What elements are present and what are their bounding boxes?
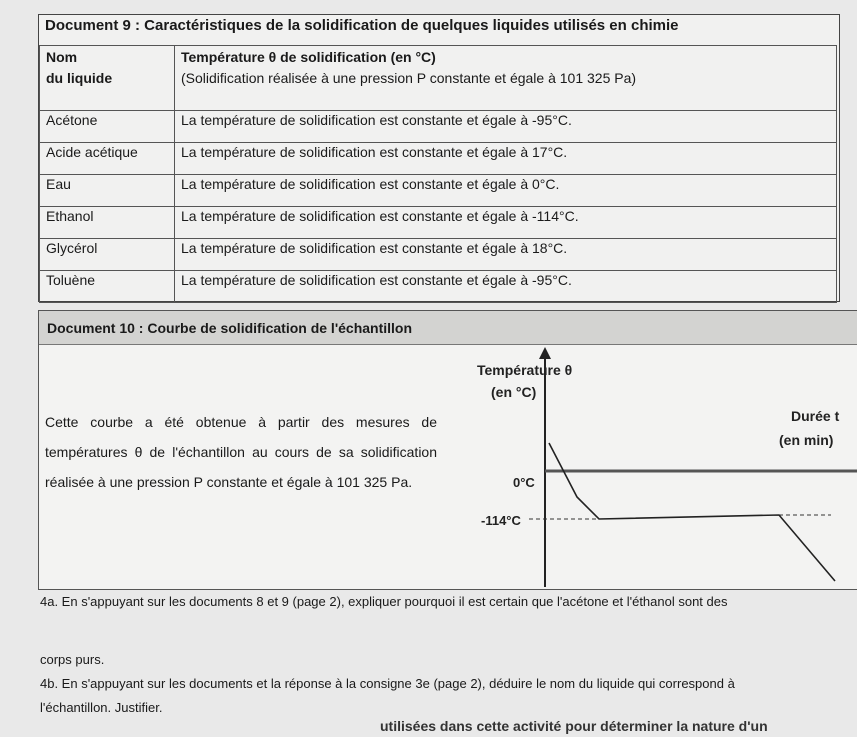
liquid-temperature: La température de solidification est constante et égale à -95°C. <box>175 111 837 143</box>
tick-zero-label: 0°C <box>513 475 535 490</box>
document-10 <box>38 310 857 590</box>
question-4b-line1: 4b. En s'appuyant sur les documents et la réponse à la consigne 3e (page 2), déduire le nom du liquide qui correspond à <box>40 676 735 691</box>
table-row <box>40 143 837 175</box>
header-name-cell <box>40 46 175 111</box>
table-header-row <box>40 46 837 111</box>
liquid-name: Ethanol <box>40 207 175 239</box>
liquid-name: Toluène <box>40 271 175 303</box>
document-9 <box>38 14 840 302</box>
table-row <box>40 239 837 271</box>
table-row <box>40 111 837 143</box>
liquid-temperature: La température de solidification est constante et égale à 18°C. <box>175 239 837 271</box>
header-temperature-line2: (Solidification réalisée à une pression P constante et égale à 101 325 Pa) <box>181 70 637 86</box>
y-axis-label-line1: Température θ <box>477 362 573 378</box>
footer-text: utilisées dans cette activité pour déterminer la nature d'un <box>380 718 768 734</box>
document-10-title: Document 10 : Courbe de solidification de l'échantillon <box>39 311 857 345</box>
liquid-name: Glycérol <box>40 239 175 271</box>
liquid-temperature: La température de solidification est constante et égale à 0°C. <box>175 175 837 207</box>
document-9-title: Document 9 : Caractéristiques de la solidification de quelques liquides utilisés en chimie <box>45 17 679 34</box>
solidification-curve <box>39 311 857 589</box>
curve-description: Cette courbe a été obtenue à partir des mesures de températures θ de l'échantillon au cours de sa solidification réalisée à une pression P constante et égale à 101 325 Pa. <box>45 414 437 490</box>
table-row <box>40 207 837 239</box>
question-4b-line2: l'échantillon. Justifier. <box>40 700 163 715</box>
header-name-line1: Nom <box>46 49 78 65</box>
liquid-temperature: La température de solidification est constante et égale à -95°C. <box>175 271 837 303</box>
liquid-temperature: La température de solidification est constante et égale à 17°C. <box>175 143 837 175</box>
x-axis-label-line2: (en min) <box>779 432 834 448</box>
table-row <box>40 271 837 303</box>
liquid-name: Acétone <box>40 111 175 143</box>
liquid-name: Eau <box>40 175 175 207</box>
question-4a-line1: 4a. En s'appuyant sur les documents 8 et 9 (page 2), expliquer pourquoi il est certain que l'acétone et l'éthanol sont des <box>40 594 728 609</box>
header-name-line2: du liquide <box>46 70 113 86</box>
liquid-name: Acide acétique <box>40 143 175 175</box>
table-row <box>40 175 837 207</box>
curve-line <box>549 443 835 581</box>
y-axis-label-line2: (en °C) <box>491 384 537 400</box>
tick-plateau-label: -114°C <box>481 513 521 528</box>
solidification-table <box>39 45 837 303</box>
header-temperature-cell <box>175 46 837 111</box>
header-temperature-line1: Température θ de solidification (en °C) <box>181 49 436 65</box>
y-axis-arrow-icon <box>539 347 551 359</box>
question-4a-line2: corps purs. <box>40 652 105 667</box>
x-axis-label-line1: Durée t <box>791 408 840 424</box>
liquid-temperature: La température de solidification est constante et égale à -114°C. <box>175 207 837 239</box>
